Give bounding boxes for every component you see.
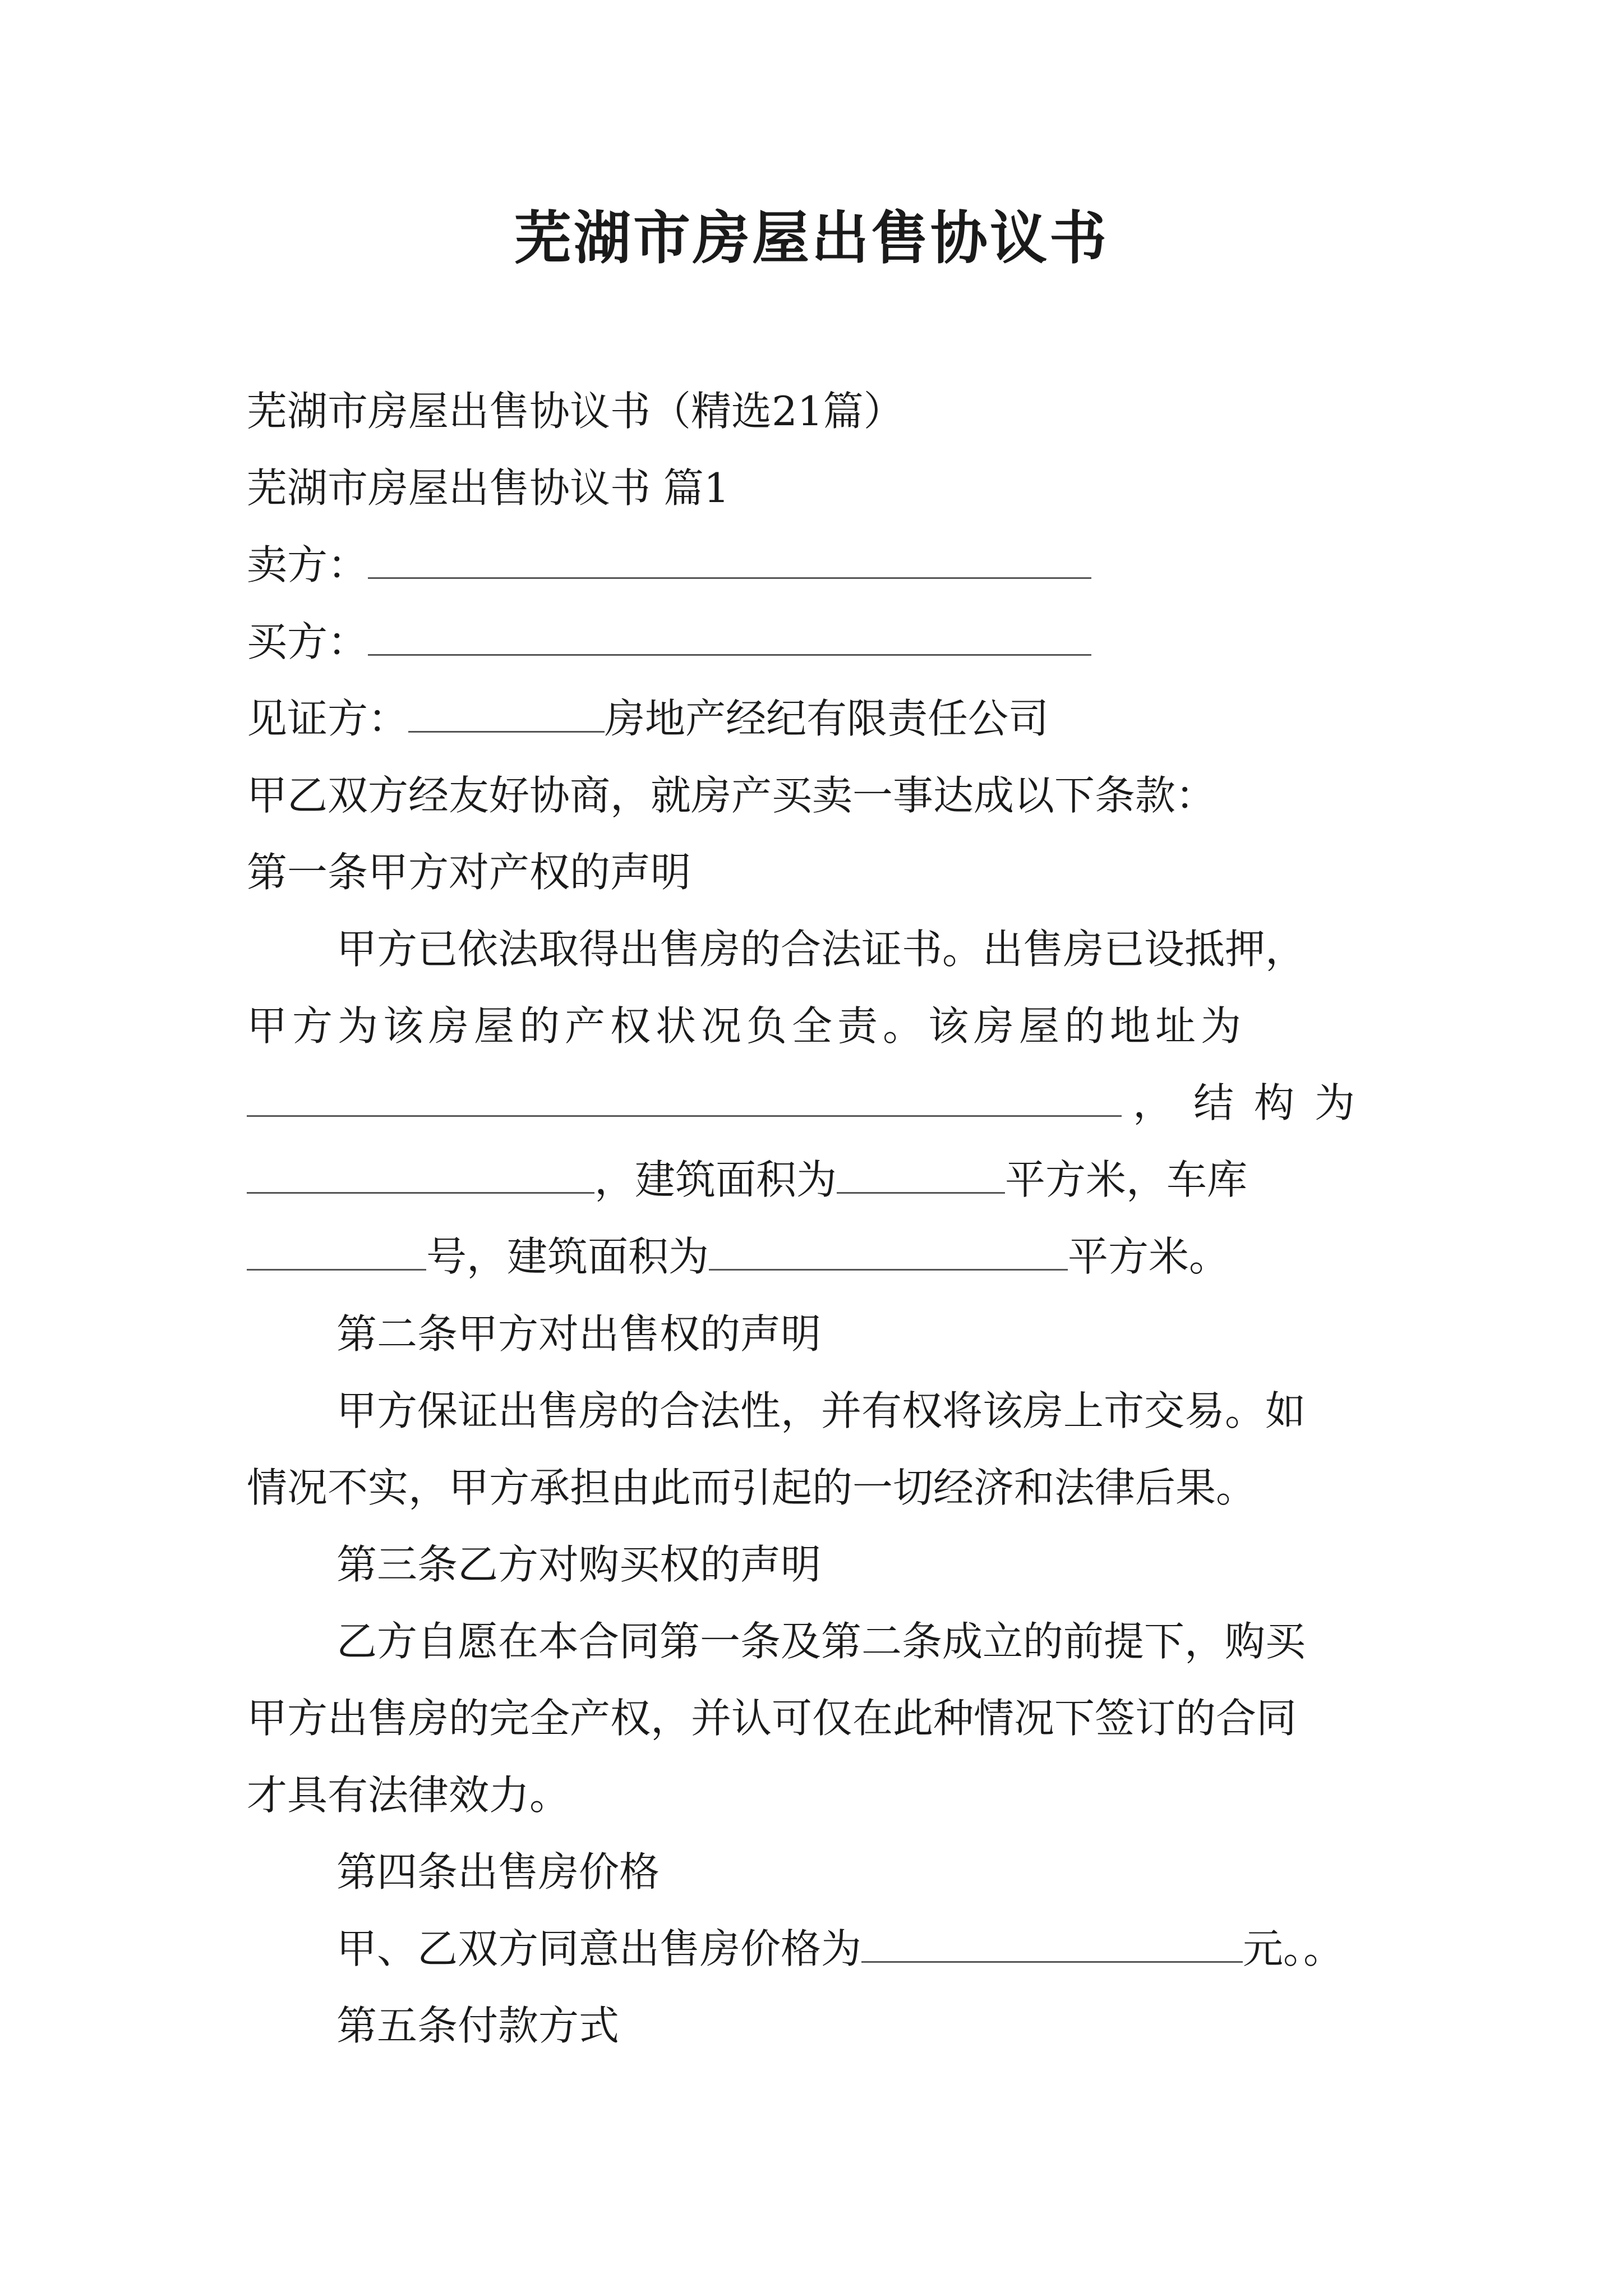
structure-label: ，结构为 <box>1133 1079 1376 1126</box>
article-4-title-line <box>336 1834 1402 1911</box>
intro-line <box>247 757 1385 834</box>
document-title: 芜湖市房屋出售协议书 <box>514 205 1109 272</box>
article-3-line-1-text: 乙方自愿在本合同第一条及第二条成立的前提下，购买 <box>336 1618 1306 1665</box>
article-3-line-3-text: 才具有法律效力。 <box>247 1772 570 1819</box>
article-3-rest <box>247 1680 1385 1834</box>
area-label: ，建筑面积为 <box>594 1156 837 1203</box>
article-2-title-line <box>336 1296 1402 1373</box>
article-1-title-text: 第一条甲方对产权的声明 <box>247 849 691 896</box>
price-label: 甲、乙双方同意出售房价格为 <box>336 1925 862 1972</box>
article-2-rest <box>247 1450 1385 1526</box>
article-2-line-2-text: 情况不实，甲方承担由此而引起的一切经济和法律后果。 <box>247 1464 1257 1511</box>
article-3-title-text: 第三条乙方对购买权的声明 <box>336 1541 822 1588</box>
subtitle <box>247 373 1385 450</box>
witness-line <box>247 680 1385 757</box>
article-2-title-text: 第二条甲方对出售权的声明 <box>336 1310 822 1358</box>
address-blank[interactable] <box>247 1076 1122 1117</box>
buyer-label: 买方： <box>247 618 368 665</box>
article-1-line-3 <box>247 1065 1385 1142</box>
garage-area-label: 号，建筑面积为 <box>426 1233 709 1280</box>
article-3-line-2 <box>247 1680 1385 1757</box>
seller-label: 卖方： <box>247 541 368 588</box>
article-3-title <box>336 1526 1402 1680</box>
article-1-rest <box>247 988 1385 1295</box>
article-3-title-line <box>336 1526 1402 1603</box>
buyer-line <box>247 604 1385 680</box>
seller-blank[interactable] <box>368 538 1091 579</box>
article-1-title <box>247 834 1385 911</box>
article-3-line-1 <box>336 1603 1402 1680</box>
witness-company: 房地产经纪有限责任公司 <box>605 695 1049 742</box>
price-unit: 元。。 <box>1243 1925 1344 1972</box>
witness-blank[interactable] <box>408 692 605 733</box>
garage-area-unit: 平方米。 <box>1068 1233 1230 1280</box>
witness-label: 见证方： <box>247 695 409 742</box>
article-1-line-4 <box>247 1142 1385 1218</box>
area-blank[interactable] <box>837 1153 1005 1194</box>
article-2-line-2 <box>247 1450 1385 1526</box>
article-4-and-5 <box>336 1834 1402 2064</box>
article-3-line-3 <box>247 1757 1385 1834</box>
article-1-line-1-text: 甲方已依法取得出售房的合法证书。出售房已设抵押， <box>336 926 1306 973</box>
article-1-body <box>247 911 1385 988</box>
article-1-line-2 <box>247 988 1385 1065</box>
garage-label: 平方米，车库 <box>1005 1156 1248 1203</box>
article-4-line-1 <box>336 1911 1402 1987</box>
part-heading <box>247 450 1385 527</box>
structure-blank[interactable] <box>247 1153 594 1194</box>
buyer-blank[interactable] <box>368 615 1091 656</box>
article-5-title-line <box>336 1987 1402 2064</box>
article-1-line-5 <box>247 1218 1385 1295</box>
article-3-line-2-text: 甲方出售房的完全产权，并认可仅在此种情况下签订的合同 <box>247 1695 1297 1742</box>
article-2-line-1 <box>336 1373 1402 1450</box>
article-4-title-text: 第四条出售房价格 <box>336 1848 660 1895</box>
garage-area-blank[interactable] <box>709 1230 1068 1271</box>
intro-text: 甲乙双方经友好协商，就房产买卖一事达成以下条款： <box>247 772 1216 819</box>
article-2-line-1-text: 甲方保证出售房的合法性，并有权将该房上市交易。如 <box>336 1387 1306 1434</box>
article-5-title-text: 第五条付款方式 <box>336 2002 620 2049</box>
garage-number-blank[interactable] <box>247 1230 426 1271</box>
article-2-title <box>336 1296 1402 1450</box>
article-1-line-1 <box>336 911 1385 988</box>
document-body <box>247 373 1385 911</box>
subtitle-text: 芜湖市房屋出售协议书（精选21篇） <box>247 388 904 435</box>
part-heading-text: 芜湖市房屋出售协议书 篇1 <box>247 464 730 512</box>
price-blank[interactable] <box>861 1922 1243 1963</box>
article-1-line-2-text: 甲方为该房屋的产权状况负全责。该房屋的地址为 <box>247 1002 1247 1050</box>
seller-line <box>247 527 1385 604</box>
